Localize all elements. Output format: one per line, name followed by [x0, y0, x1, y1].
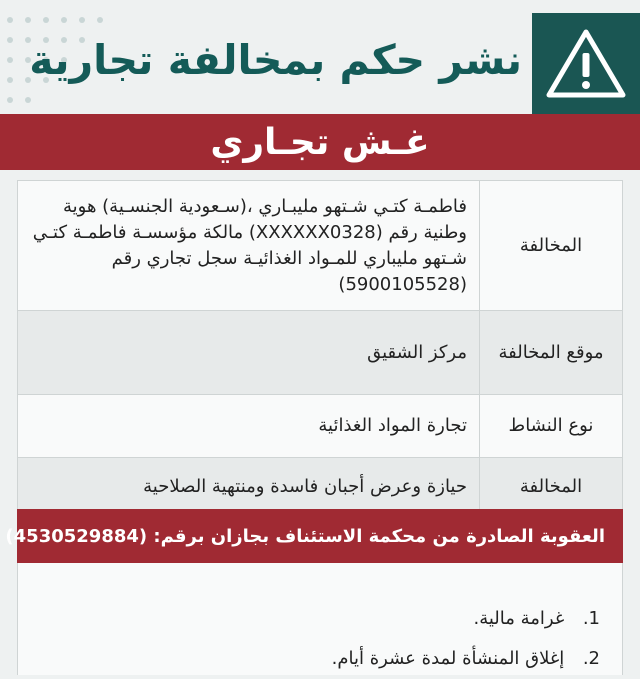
penalty-heading [5, 509, 623, 563]
row-label: موقع المخالفة [480, 311, 623, 395]
list-item-text: إغلاق المنشأة لمدة عشرة أيام. [331, 648, 565, 669]
table-row [18, 458, 623, 517]
row-label: نوع النشاط [480, 395, 623, 458]
row-label: المخالفة [480, 181, 623, 311]
row-value: فاطمـة كتـي شـتهو مليبـاري ،(سـعودية الجنسـية) هوية وطنية رقم (XXXXXX0328) مالكة مؤسسـة فاطمـة كتـي شـتهو مليباري للمـواد الغذائيـة سجل تجاري رقم (5900105528) [18, 181, 480, 311]
list-item [332, 599, 600, 639]
list-item [332, 639, 600, 679]
list-item-number: 2. [582, 648, 600, 669]
page-title: نشر حكم بمخالفة تجارية [29, 36, 522, 84]
row-value: تجارة المواد الغذائية [18, 395, 480, 458]
penalty-heading-text: العقوبة الصادرة من محكمة الاستئناف بجازان برقم: (4530529884) [5, 525, 605, 547]
row-value: مركز الشقيق [18, 311, 480, 395]
warning-icon [544, 27, 628, 99]
row-label: المخالفة [480, 458, 623, 517]
list-item-text: غرامة مالية. [473, 608, 565, 629]
table-row [18, 311, 623, 395]
row-value: حيازة وعرض أجبان فاسدة ومنتهية الصلاحية [18, 458, 480, 517]
penalty-body [17, 563, 623, 675]
list-item-number: 1. [582, 608, 600, 629]
violation-type-title: غـش تجـاري [210, 121, 430, 163]
details-table [17, 180, 623, 517]
warning-badge [532, 13, 640, 114]
table-row [18, 181, 623, 311]
violation-type-banner [0, 114, 640, 170]
table-row [18, 395, 623, 458]
penalty-list [332, 599, 600, 679]
